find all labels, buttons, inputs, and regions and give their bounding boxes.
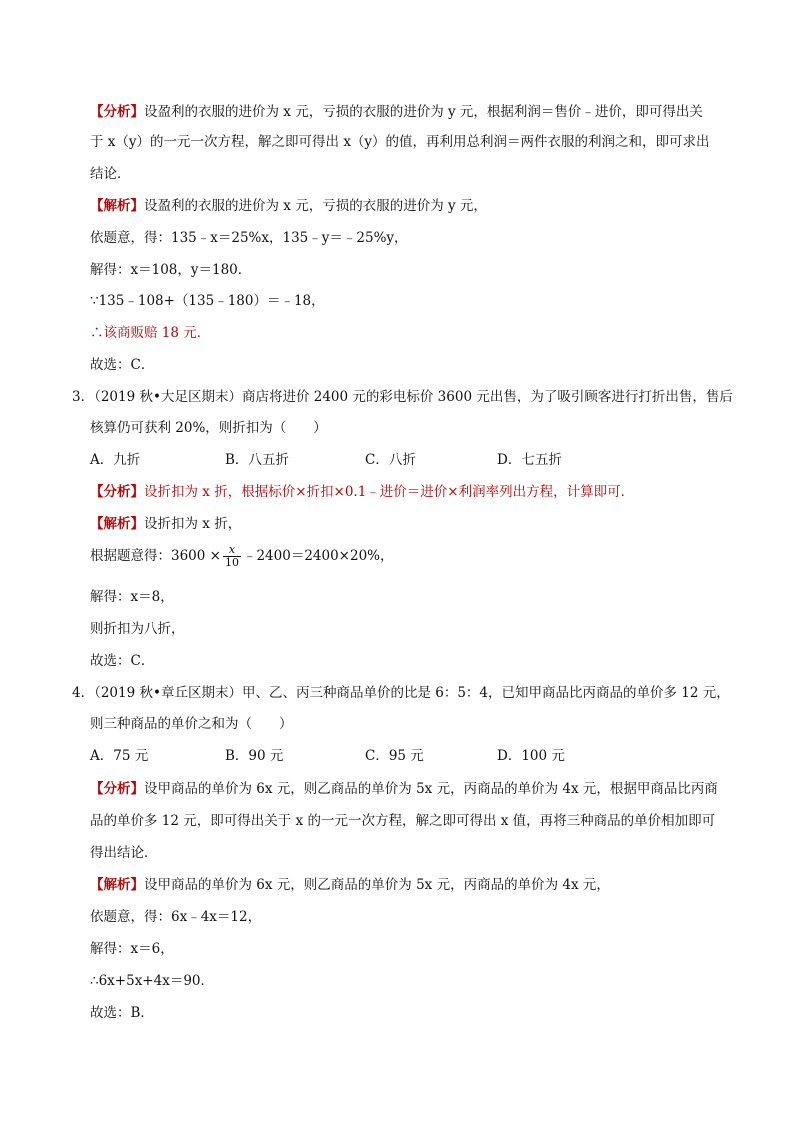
q2-analysis-line-3: 结论． <box>90 166 131 182</box>
q3-step-2: 解得：x＝8， <box>90 589 174 605</box>
q3-fraction-numerator: x <box>223 544 241 557</box>
q2-step-2: 解得：x＝108，y＝180． <box>90 262 252 278</box>
q3-option-c: C．八折 <box>365 452 416 468</box>
q3-eq-suffix: ﹣2400＝2400×20%， <box>242 548 394 564</box>
q4-answer: 故选：B． <box>90 1005 154 1021</box>
q3-fraction-denominator: 10 <box>224 556 239 569</box>
q3-answer: 故选：C． <box>90 653 155 669</box>
q3-stem-line-2: 核算仍可获利 20%，则折扣为（ ） <box>90 420 327 436</box>
q4-solution-text-1: 设甲商品的单价为 6x 元，则乙商品的单价为 5x 元，丙商品的单价为 4x 元， <box>144 877 610 893</box>
q4-option-a: A．75 元 <box>90 748 149 764</box>
q2-analysis-line-2: 于 x（y）的一元一次方程，解之即可得出 x（y）的值，再利用总利润＝两件衣服的利润之和，即可求出 <box>90 134 710 150</box>
q4-analysis-line-3: 得出结论． <box>90 845 158 861</box>
q3-analysis-text: 设折扣为 x 折，根据标价×折扣×0.1﹣进价＝进价×利润率列出方程，计算即可． <box>144 484 635 500</box>
analysis-tag: 【分析】 <box>90 484 144 500</box>
q3-fraction <box>223 544 241 569</box>
q3-eq-prefix: 根据题意得：3600 × <box>90 548 221 564</box>
q4-option-b: B．90 元 <box>225 748 284 764</box>
q4-option-d: D．100 元 <box>497 748 565 764</box>
q3-option-b: B．八五折 <box>225 452 289 468</box>
q3-equation <box>90 543 394 569</box>
q3-step-3: 则折扣为八折， <box>90 621 185 637</box>
q2-solution-line-1 <box>90 196 487 216</box>
analysis-tag: 【分析】 <box>90 781 144 797</box>
q3-stem-line-1: 3．（2019 秋•大足区期末）商店将进价 2400 元的彩电标价 3600 元出售，为了吸引顾客进行打折出售，售后 <box>72 389 733 405</box>
q4-analysis-text-1: 设甲商品的单价为 6x 元，则乙商品的单价为 5x 元，丙商品的单价为 4x 元，根据甲商品比丙商 <box>144 781 718 797</box>
q2-step-3: ∵135﹣108+（135﹣180）＝﹣18， <box>90 293 325 309</box>
q4-stem-line-1: 4．（2019 秋•章丘区期末）甲、乙、丙三种商品单价的比是 6：5：4，已知甲商品比丙商品的单价多 12 元， <box>72 685 730 701</box>
q4-option-c: C．95 元 <box>365 748 424 764</box>
q4-analysis-line-2: 品的单价多 12 元，即可得出关于 x 的一元一次方程，解之即可得出 x 值，再将三种商品的单价相加即可 <box>90 813 716 829</box>
q4-analysis-line-1 <box>90 779 718 799</box>
solution-tag: 【解析】 <box>90 877 144 893</box>
q4-step-2: 解得：x＝6， <box>90 941 174 957</box>
q4-solution-line-1 <box>90 875 610 895</box>
q2-step-4: ∴该商贩赔 18 元． <box>90 325 211 341</box>
q2-solution-text-1: 设盈利的衣服的进价为 x 元，亏损的衣服的进价为 y 元， <box>144 198 487 214</box>
q3-solution-text-1: 设折扣为 x 折， <box>144 516 242 532</box>
q3-solution-line-1 <box>90 514 241 534</box>
q2-answer: 故选：C． <box>90 357 155 373</box>
q4-step-1: 依题意，得：6x﹣4x＝12， <box>90 909 262 925</box>
solution-tag: 【解析】 <box>90 198 144 214</box>
solution-tag: 【解析】 <box>90 516 144 532</box>
q3-option-d: D．七五折 <box>497 452 562 468</box>
q2-analysis-text-1: 设盈利的衣服的进价为 x 元，亏损的衣服的进价为 y 元，根据利润＝售价﹣进价，即可得出关 <box>144 104 703 120</box>
analysis-tag: 【分析】 <box>90 104 144 120</box>
q4-stem-line-2: 则三种商品的单价之和为（ ） <box>90 716 293 732</box>
q2-analysis-line-1 <box>90 102 703 122</box>
q3-option-a: A．九折 <box>90 452 141 468</box>
q4-step-3: ∴6x+5x+4x＝90． <box>90 973 214 989</box>
q2-step-1: 依题意，得：135﹣x＝25%x，135﹣y＝﹣25%y， <box>90 230 408 246</box>
q3-analysis-line <box>90 482 634 502</box>
